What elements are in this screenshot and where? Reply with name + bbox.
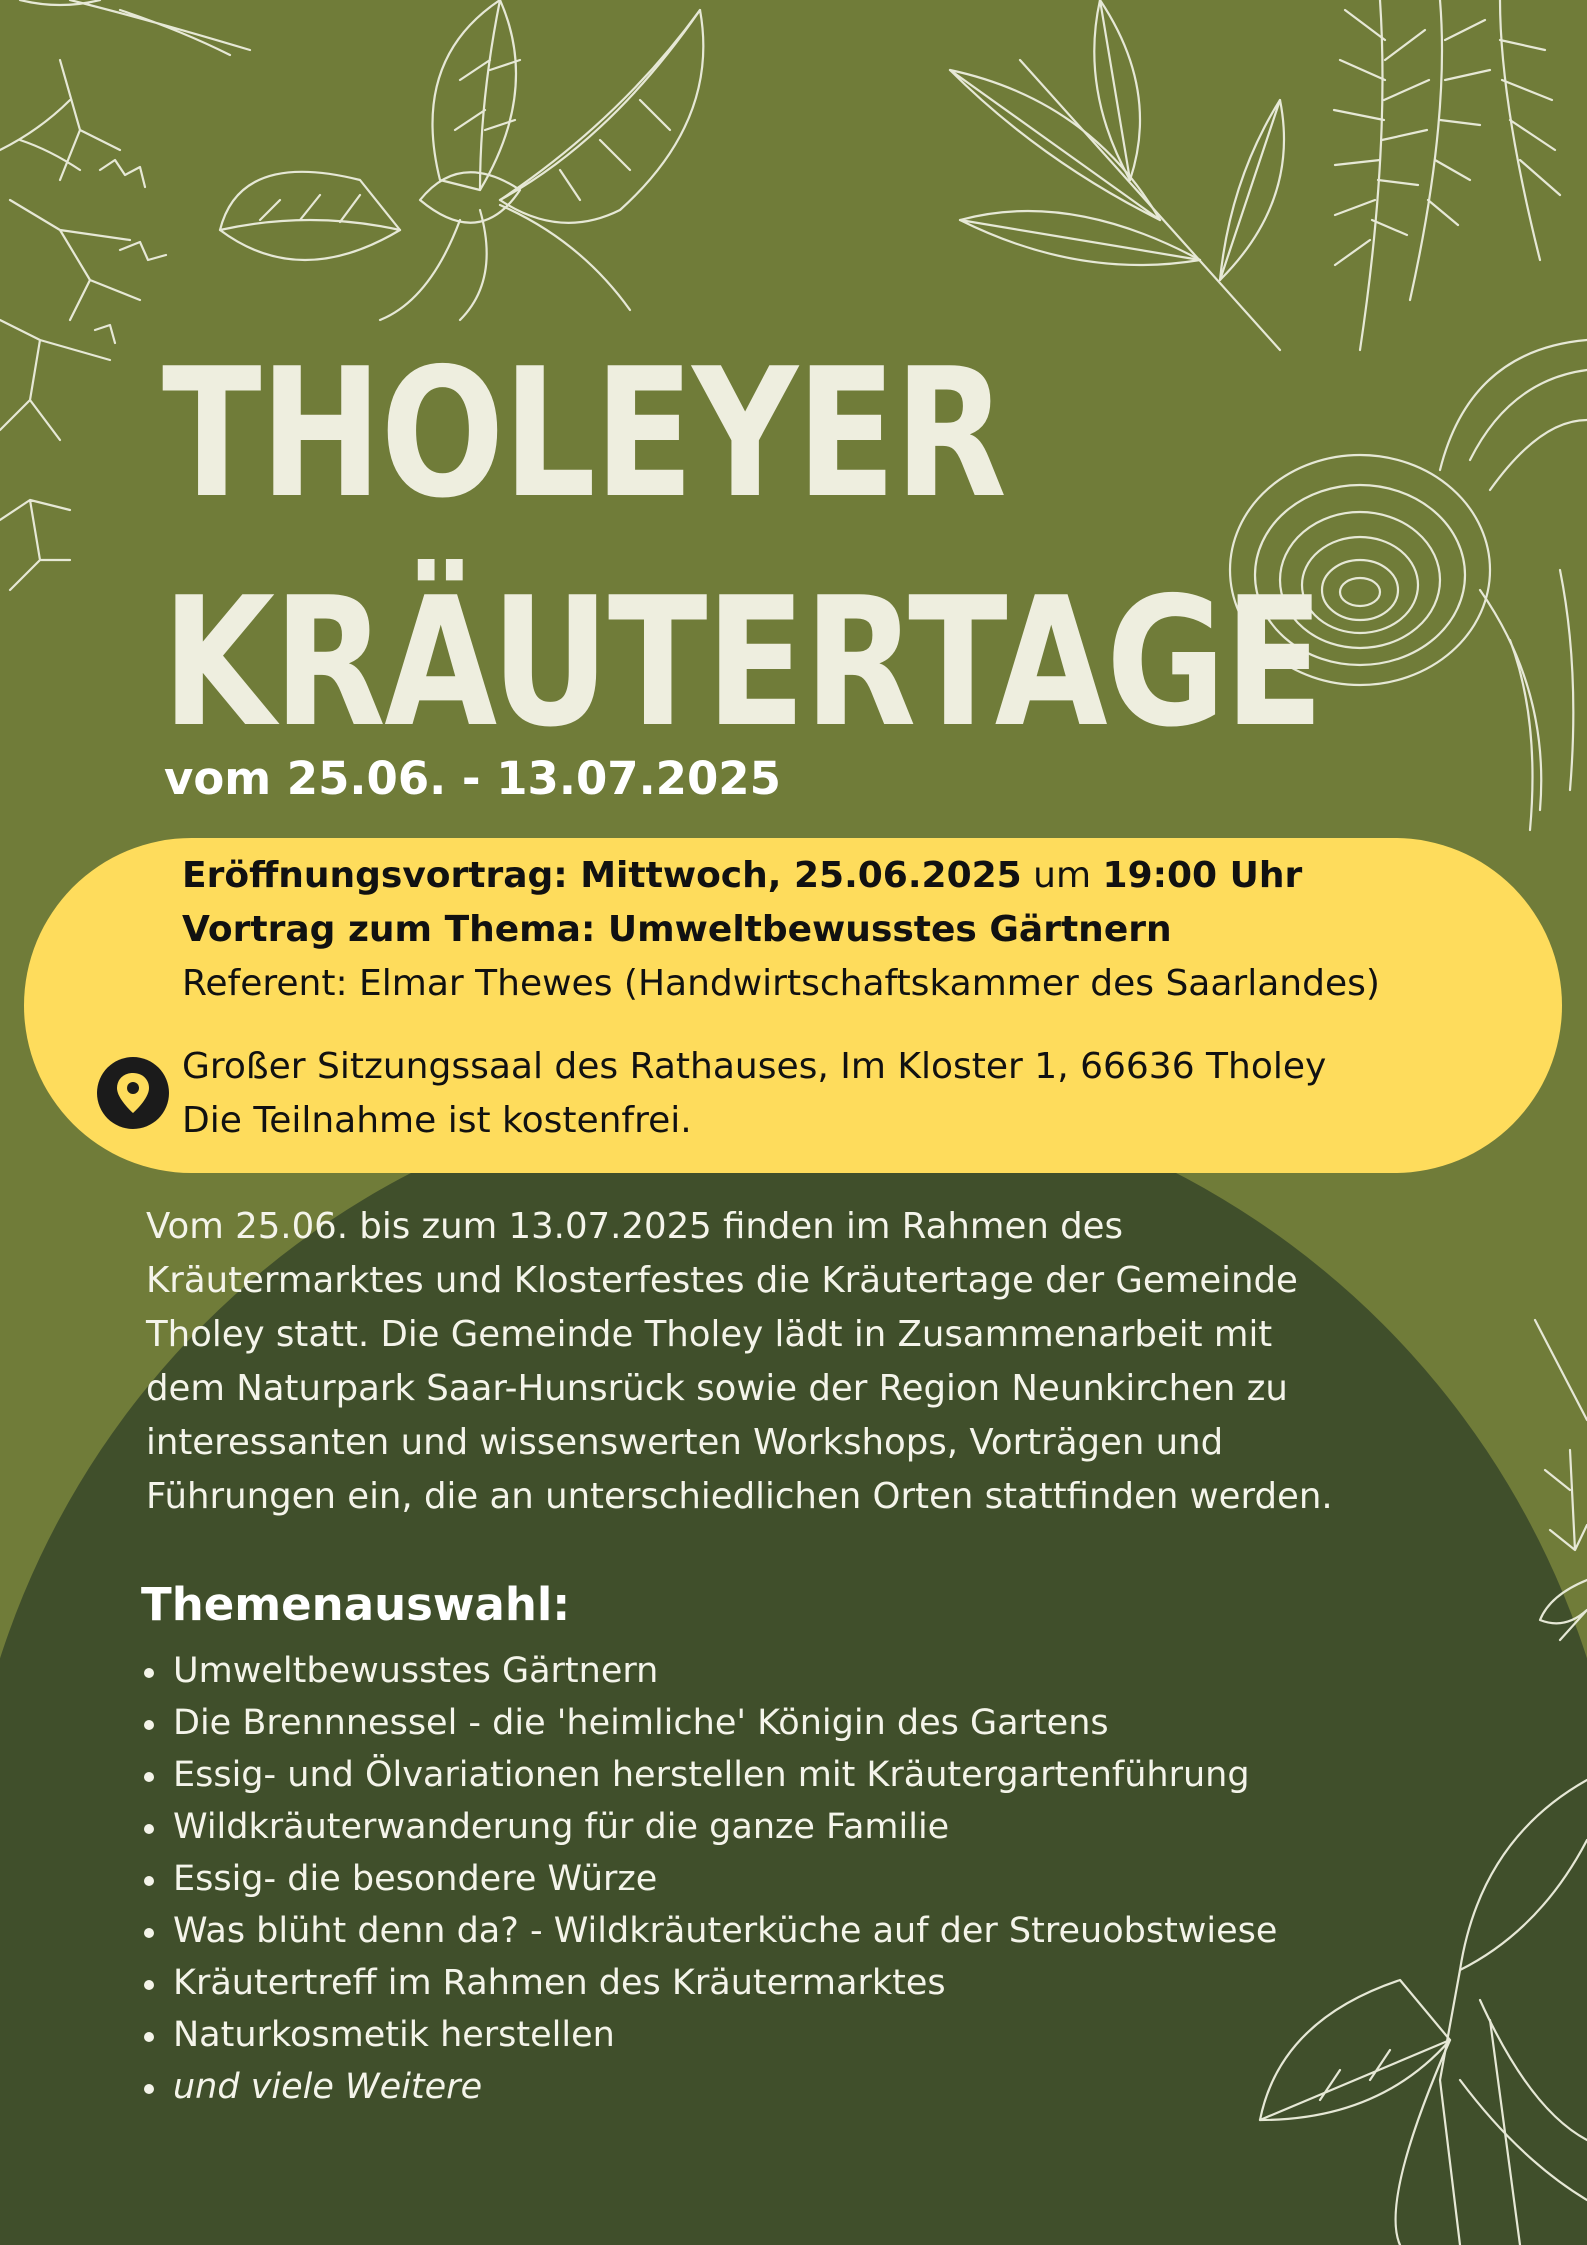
location-pin-glyph	[97, 1057, 169, 1129]
opening-time: 19:00 Uhr	[1102, 855, 1303, 896]
topic-item: Naturkosmetik herstellen	[141, 2009, 1277, 2061]
banner-location: Großer Sitzungssaal des Rathauses, Im Kloster 1, 66636 Tholey	[182, 1046, 1327, 1087]
description-text	[146, 1200, 1446, 1524]
description-line: dem Naturpark Saar-Hunsrück sowie der Region Neunkirchen zu	[146, 1368, 1288, 1409]
opening-connector: um	[1021, 855, 1103, 896]
opening-date: Eröffnungsvortrag: Mittwoch, 25.06.2025	[182, 855, 1022, 896]
topics-heading: Themenauswahl:	[141, 1578, 571, 1631]
topic-item: Wildkräuterwanderung für die ganze Familie	[141, 1801, 1277, 1853]
title-line-2: KRÄUTERTAGE	[162, 559, 1323, 766]
banner-free-admission: Die Teilnahme ist kostenfrei.	[182, 1100, 692, 1141]
topics-list	[141, 1645, 1277, 2113]
banner-line-opening	[182, 855, 1302, 896]
location-pin-icon	[97, 1057, 169, 1129]
bay-leaf-branch-illustration	[900, 0, 1280, 360]
topic-item: Essig- und Ölvariationen herstellen mit Kräutergartenführung	[141, 1749, 1277, 1801]
description-line: Tholey statt. Die Gemeinde Tholey lädt in Zusammenarbeit mit	[146, 1314, 1273, 1355]
description-line: Führungen ein, die an unterschiedlichen Orten stattfinden werden.	[146, 1476, 1333, 1517]
topic-item: Umweltbewusstes Gärtnern	[141, 1645, 1277, 1697]
herb-sprig-right-illustration	[1470, 1310, 1587, 1660]
description-line: Vom 25.06. bis zum 13.07.2025 finden im Rahmen des	[146, 1206, 1123, 1247]
rosemary-sprig-illustration	[1300, 0, 1587, 360]
title-line-1: THOLEYER	[162, 330, 1006, 537]
topic-item: Essig- die besondere Würze	[141, 1853, 1277, 1905]
event-dates: vom 25.06. - 13.07.2025	[164, 752, 781, 805]
basil-leaves-illustration	[200, 0, 720, 320]
topic-item-more: und viele Weitere	[141, 2061, 1277, 2113]
banner-speaker: Referent: Elmar Thewes (Handwirtschaftskammer des Saarlandes)	[182, 963, 1380, 1004]
banner-lecture-topic: Vortrag zum Thema: Umweltbewusstes Gärtnern	[182, 909, 1172, 950]
description-line: Kräutermarktes und Klosterfestes die Kräutertage der Gemeinde	[146, 1260, 1298, 1301]
description-line: interessanten und wissenswerten Workshops, Vorträgen und	[146, 1422, 1224, 1463]
topic-item: Was blüht denn da? - Wildkräuterküche auf der Streuobstwiese	[141, 1905, 1277, 1957]
topic-item: Die Brennnessel - die 'heimliche' Königin des Gartens	[141, 1697, 1277, 1749]
topic-item: Kräutertreff im Rahmen des Kräutermarktes	[141, 1957, 1277, 2009]
basil-sprig-illustration	[1260, 1780, 1587, 2245]
